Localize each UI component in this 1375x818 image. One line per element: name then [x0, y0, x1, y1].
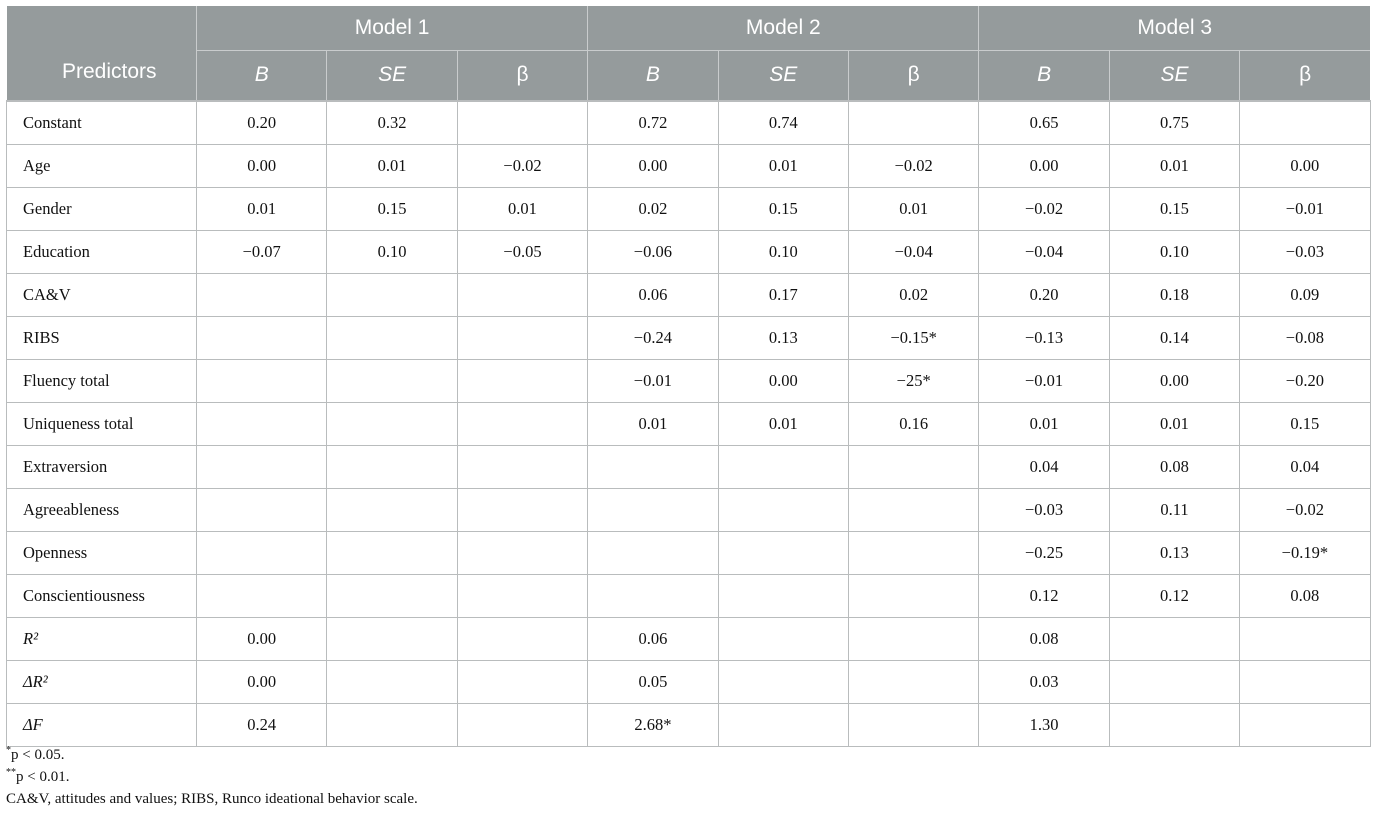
- footnote-significance-05: [6, 744, 418, 766]
- table-cell: [718, 531, 848, 574]
- table-cell: 0.18: [1109, 273, 1239, 316]
- table-cell: 0.04: [1240, 445, 1370, 488]
- table-cell: 0.01: [327, 144, 457, 187]
- table-cell: 1.30: [979, 703, 1109, 746]
- row-label: Education: [7, 230, 197, 273]
- table-cell: 0.09: [1240, 273, 1370, 316]
- table-cell: 0.05: [588, 660, 718, 703]
- table-cell: −0.02: [457, 144, 587, 187]
- table-cell: 0.32: [327, 101, 457, 145]
- header-m2-beta: β: [848, 51, 978, 101]
- row-label: Fluency total: [7, 359, 197, 402]
- table-cell: −0.04: [979, 230, 1109, 273]
- table-cell: 0.00: [718, 359, 848, 402]
- table-cell: 0.01: [1109, 402, 1239, 445]
- row-label: Agreeableness: [7, 488, 197, 531]
- regression-table-container: [6, 6, 1370, 747]
- table-cell: [848, 531, 978, 574]
- table-cell: 0.15: [718, 187, 848, 230]
- table-cell: −0.03: [979, 488, 1109, 531]
- table-cell: [848, 703, 978, 746]
- table-cell: 0.74: [718, 101, 848, 145]
- table-cell: −0.07: [197, 230, 327, 273]
- table-cell: −0.06: [588, 230, 718, 273]
- table-cell: [457, 273, 587, 316]
- table-cell: [457, 531, 587, 574]
- table-cell: 0.65: [979, 101, 1109, 145]
- table-cell: −0.08: [1240, 316, 1370, 359]
- table-cell: [718, 660, 848, 703]
- footnote-mark: *: [6, 745, 11, 756]
- table-cell: −0.01: [1240, 187, 1370, 230]
- table-row: [7, 359, 1371, 402]
- table-cell: 0.01: [718, 402, 848, 445]
- table-cell: 0.03: [979, 660, 1109, 703]
- row-label: Openness: [7, 531, 197, 574]
- table-cell: 0.75: [1109, 101, 1239, 145]
- table-cell: [848, 617, 978, 660]
- table-cell: [327, 488, 457, 531]
- regression-table: [6, 6, 1371, 747]
- table-cell: [197, 574, 327, 617]
- table-cell: [327, 359, 457, 402]
- table-cell: [588, 488, 718, 531]
- table-cell: [457, 617, 587, 660]
- row-label: Extraversion: [7, 445, 197, 488]
- table-row: [7, 230, 1371, 273]
- table-cell: −0.01: [588, 359, 718, 402]
- table-cell: [327, 531, 457, 574]
- table-row: [7, 101, 1371, 145]
- header-model-1: Model 1: [197, 6, 588, 51]
- footnote-abbreviations: CA&V, attitudes and values; RIBS, Runco ideational behavior scale.: [6, 791, 418, 807]
- table-cell: 0.12: [1109, 574, 1239, 617]
- table-cell: [197, 445, 327, 488]
- table-cell: −0.02: [1240, 488, 1370, 531]
- table-row: [7, 660, 1371, 703]
- table-cell: 0.08: [1240, 574, 1370, 617]
- table-row: [7, 617, 1371, 660]
- table-cell: [197, 402, 327, 445]
- table-cell: [197, 359, 327, 402]
- table-cell: [718, 574, 848, 617]
- table-cell: 0.10: [327, 230, 457, 273]
- footnote-mark: **: [6, 767, 16, 778]
- table-cell: −0.19*: [1240, 531, 1370, 574]
- header-m3-se: SE: [1109, 51, 1239, 101]
- table-row: [7, 488, 1371, 531]
- table-cell: [457, 574, 587, 617]
- table-cell: [848, 101, 978, 145]
- table-cell: −0.20: [1240, 359, 1370, 402]
- table-cell: 0.10: [1109, 230, 1239, 273]
- table-cell: [327, 574, 457, 617]
- header-m3-beta: β: [1240, 51, 1370, 101]
- table-cell: −0.01: [979, 359, 1109, 402]
- table-cell: 0.20: [197, 101, 327, 145]
- table-cell: −0.05: [457, 230, 587, 273]
- table-cell: 0.01: [588, 402, 718, 445]
- table-cell: [327, 617, 457, 660]
- table-row: [7, 703, 1371, 746]
- table-cell: −0.03: [1240, 230, 1370, 273]
- table-cell: 0.00: [1240, 144, 1370, 187]
- table-cell: [457, 488, 587, 531]
- header-m2-se: SE: [718, 51, 848, 101]
- table-cell: 0.00: [588, 144, 718, 187]
- table-cell: 0.06: [588, 273, 718, 316]
- table-cell: 0.15: [1240, 402, 1370, 445]
- table-cell: [197, 316, 327, 359]
- table-cell: −25*: [848, 359, 978, 402]
- table-cell: 0.01: [197, 187, 327, 230]
- table-row: [7, 273, 1371, 316]
- table-cell: [588, 574, 718, 617]
- table-cell: −0.15*: [848, 316, 978, 359]
- table-cell: [1109, 660, 1239, 703]
- table-cell: [457, 359, 587, 402]
- table-cell: [327, 703, 457, 746]
- table-cell: 0.06: [588, 617, 718, 660]
- table-row: [7, 445, 1371, 488]
- table-row: [7, 144, 1371, 187]
- table-cell: [197, 273, 327, 316]
- table-cell: −0.02: [848, 144, 978, 187]
- table-cell: [457, 660, 587, 703]
- row-label: RIBS: [7, 316, 197, 359]
- table-cell: 0.00: [197, 617, 327, 660]
- table-cell: 0.04: [979, 445, 1109, 488]
- header-model-2: Model 2: [588, 6, 979, 51]
- table-cell: [848, 488, 978, 531]
- row-label: Conscientiousness: [7, 574, 197, 617]
- row-label: ΔF: [7, 703, 197, 746]
- table-row: [7, 531, 1371, 574]
- table-cell: 0.01: [1109, 144, 1239, 187]
- header-m1-se: SE: [327, 51, 457, 101]
- table-cell: [718, 488, 848, 531]
- table-cell: [848, 660, 978, 703]
- table-row: [7, 574, 1371, 617]
- row-label: Gender: [7, 187, 197, 230]
- table-body: [7, 101, 1371, 747]
- table-cell: −0.25: [979, 531, 1109, 574]
- table-cell: [327, 402, 457, 445]
- table-cell: [848, 445, 978, 488]
- table-cell: 0.11: [1109, 488, 1239, 531]
- table-cell: [197, 531, 327, 574]
- table-cell: [327, 273, 457, 316]
- table-cell: 0.00: [197, 144, 327, 187]
- table-cell: −0.02: [979, 187, 1109, 230]
- table-footnotes: [6, 744, 418, 810]
- table-cell: [327, 660, 457, 703]
- table-cell: 0.01: [979, 402, 1109, 445]
- table-cell: [1240, 101, 1370, 145]
- table-cell: 0.16: [848, 402, 978, 445]
- table-row: [7, 316, 1371, 359]
- table-cell: [197, 488, 327, 531]
- footnote-significance-01: [6, 766, 418, 788]
- table-cell: 0.15: [327, 187, 457, 230]
- table-cell: −0.04: [848, 230, 978, 273]
- table-cell: 0.00: [979, 144, 1109, 187]
- row-label: ΔR²: [7, 660, 197, 703]
- table-cell: [848, 574, 978, 617]
- table-cell: 0.08: [1109, 445, 1239, 488]
- table-cell: 0.02: [588, 187, 718, 230]
- header-m3-b: B: [979, 51, 1109, 101]
- table-cell: 0.00: [197, 660, 327, 703]
- table-cell: 0.24: [197, 703, 327, 746]
- table-cell: 0.02: [848, 273, 978, 316]
- table-cell: [327, 316, 457, 359]
- table-cell: [457, 101, 587, 145]
- header-row-stats: [7, 51, 1371, 101]
- header-m1-b: B: [197, 51, 327, 101]
- table-cell: 0.13: [1109, 531, 1239, 574]
- row-label: R²: [7, 617, 197, 660]
- row-label: CA&V: [7, 273, 197, 316]
- table-cell: −0.24: [588, 316, 718, 359]
- table-cell: [327, 445, 457, 488]
- row-label: Age: [7, 144, 197, 187]
- header-model-3: Model 3: [979, 6, 1370, 51]
- table-cell: 0.01: [718, 144, 848, 187]
- table-cell: −0.13: [979, 316, 1109, 359]
- table-cell: 0.14: [1109, 316, 1239, 359]
- table-cell: [718, 445, 848, 488]
- table-cell: [1240, 660, 1370, 703]
- table-cell: [457, 445, 587, 488]
- table-row: [7, 402, 1371, 445]
- header-empty-cell: [7, 6, 197, 51]
- table-cell: 0.01: [848, 187, 978, 230]
- table-cell: 0.13: [718, 316, 848, 359]
- table-cell: 0.10: [718, 230, 848, 273]
- table-header: [7, 6, 1371, 101]
- table-cell: [588, 445, 718, 488]
- table-cell: 0.01: [457, 187, 587, 230]
- header-m1-beta: β: [457, 51, 587, 101]
- table-cell: [1109, 703, 1239, 746]
- table-cell: [457, 402, 587, 445]
- table-cell: 0.72: [588, 101, 718, 145]
- table-cell: 0.00: [1109, 359, 1239, 402]
- table-cell: 0.15: [1109, 187, 1239, 230]
- table-row: [7, 187, 1371, 230]
- table-cell: [718, 703, 848, 746]
- table-cell: 0.08: [979, 617, 1109, 660]
- table-cell: 0.12: [979, 574, 1109, 617]
- row-label: Constant: [7, 101, 197, 145]
- table-cell: [457, 316, 587, 359]
- header-row-models: [7, 6, 1371, 51]
- table-cell: [1240, 703, 1370, 746]
- header-m2-b: B: [588, 51, 718, 101]
- table-cell: 2.68*: [588, 703, 718, 746]
- table-cell: [1240, 617, 1370, 660]
- table-cell: [457, 703, 587, 746]
- row-label: Uniqueness total: [7, 402, 197, 445]
- table-cell: 0.17: [718, 273, 848, 316]
- table-cell: [588, 531, 718, 574]
- table-cell: [718, 617, 848, 660]
- footnote-text: p < 0.05.: [11, 747, 65, 763]
- footnote-text: p < 0.01.: [16, 769, 70, 785]
- table-cell: 0.20: [979, 273, 1109, 316]
- header-predictors: Predictors: [7, 51, 197, 101]
- table-cell: [1109, 617, 1239, 660]
